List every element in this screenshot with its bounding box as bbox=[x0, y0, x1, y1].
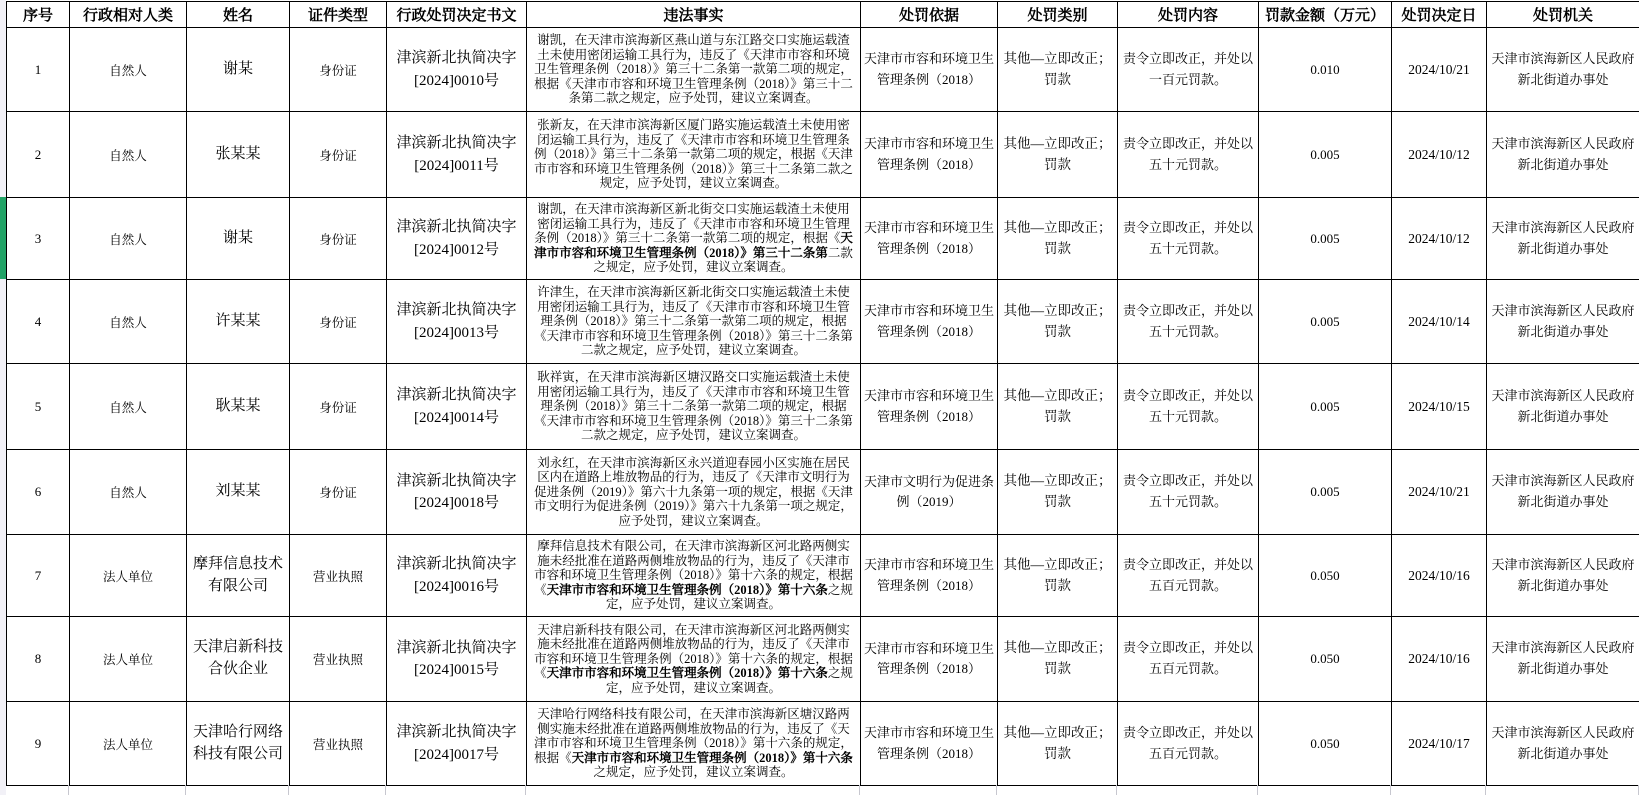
header-basis[interactable]: 处罚依据 bbox=[861, 2, 998, 28]
facts-text-segment: 天津哈行网络科技有限公司，在天津市滨海新区塘汉路两侧实施未经批准在道路两侧堆放物品的行为，违反了《天津市市容和环境卫生管理条例（2018）》第十六条的规定，根据《 bbox=[534, 707, 853, 765]
next-row-cell bbox=[186, 785, 289, 795]
header-content[interactable]: 处罚内容 bbox=[1118, 2, 1259, 28]
cell-amount[interactable]: 0.050 bbox=[1259, 535, 1392, 617]
cell-name[interactable]: 耿某某 bbox=[187, 364, 290, 450]
cell-index[interactable]: 1 bbox=[7, 28, 70, 112]
cell-category[interactable]: 其他—立即改正；罚款 bbox=[998, 364, 1118, 450]
cell-amount[interactable]: 0.050 bbox=[1259, 617, 1392, 702]
next-row-cell bbox=[69, 785, 186, 795]
cell-amount[interactable]: 0.050 bbox=[1259, 702, 1392, 786]
header-date[interactable]: 处罚决定日 bbox=[1392, 2, 1487, 28]
cell-category[interactable]: 其他—立即改正；罚款 bbox=[998, 280, 1118, 364]
cell-category[interactable]: 其他—立即改正；罚款 bbox=[998, 535, 1118, 617]
facts-text-segment: 天津市市容和环境卫生管理条例（2018）》第三十二条第 bbox=[534, 231, 853, 260]
cell-index[interactable]: 2 bbox=[7, 112, 70, 198]
cell-doc_no[interactable]: 津滨新北执简决字 [2024]0017号 bbox=[387, 702, 527, 786]
cell-index[interactable]: 8 bbox=[7, 617, 70, 702]
cell-content[interactable]: 责令立即改正，并处以五十元罚款。 bbox=[1118, 280, 1259, 364]
cell-category[interactable]: 其他—立即改正；罚款 bbox=[998, 112, 1118, 198]
cell-amount[interactable]: 0.005 bbox=[1259, 112, 1392, 198]
table-row bbox=[7, 617, 1639, 702]
penalty-table bbox=[6, 1, 1639, 786]
header-name[interactable]: 姓名 bbox=[187, 2, 290, 28]
cell-content[interactable]: 责令立即改正，并处以五十元罚款。 bbox=[1118, 112, 1259, 198]
next-row-cell bbox=[997, 785, 1117, 795]
cell-authority[interactable]: 天津市滨海新区人民政府新北街道办事处 bbox=[1487, 112, 1639, 198]
cell-basis[interactable]: 天津市市容和环境卫生管理条例（2018） bbox=[861, 198, 998, 280]
next-row-cell bbox=[289, 785, 386, 795]
cell-name[interactable]: 谢某 bbox=[187, 198, 290, 280]
next-row-cell bbox=[6, 785, 69, 795]
table-row bbox=[7, 364, 1639, 450]
cell-category[interactable]: 其他—立即改正；罚款 bbox=[998, 702, 1118, 786]
cell-basis[interactable]: 天津市市容和环境卫生管理条例（2018） bbox=[861, 280, 998, 364]
next-row-cell bbox=[526, 785, 860, 795]
cell-content[interactable]: 责令立即改正，并处以五百元罚款。 bbox=[1118, 535, 1259, 617]
header-category[interactable]: 处罚类别 bbox=[998, 2, 1118, 28]
header-party_type[interactable]: 行政相对人类 bbox=[70, 2, 187, 28]
facts-text-segment: 许津生，在天津市滨海新区新北街交口实施运载渣土未使用密闭运输工具行为，违反了《天津市市容和环境卫生管理条例（2018）》第三十二条第一款第二项的规定，根据《天津市市容和环境卫生管理条例（2018）》第三十二条第二款之规定，应予处罚，建议立案调查。 bbox=[534, 285, 853, 358]
cell-id_type[interactable]: 身份证 bbox=[290, 198, 387, 280]
cell-id_type[interactable]: 营业执照 bbox=[290, 535, 387, 617]
table-row bbox=[7, 702, 1639, 786]
cell-party_type[interactable]: 自然人 bbox=[70, 450, 187, 535]
cell-category[interactable]: 其他—立即改正；罚款 bbox=[998, 198, 1118, 280]
table-row bbox=[7, 535, 1639, 617]
header-index[interactable]: 序号 bbox=[7, 2, 70, 28]
cell-content[interactable]: 责令立即改正，并处以一百元罚款。 bbox=[1118, 28, 1259, 112]
cell-index[interactable]: 5 bbox=[7, 364, 70, 450]
cell-name[interactable]: 谢某 bbox=[187, 28, 290, 112]
cell-amount[interactable]: 0.005 bbox=[1259, 280, 1392, 364]
cell-amount[interactable]: 0.010 bbox=[1259, 28, 1392, 112]
cell-name[interactable]: 摩拜信息技术有限公司 bbox=[187, 535, 290, 617]
table-row bbox=[7, 112, 1639, 198]
table-row bbox=[7, 198, 1639, 280]
cell-doc_no[interactable]: 津滨新北执简决字 [2024]0012号 bbox=[387, 198, 527, 280]
cell-index[interactable]: 9 bbox=[7, 702, 70, 786]
cell-content[interactable]: 责令立即改正，并处以五百元罚款。 bbox=[1118, 702, 1259, 786]
cell-basis[interactable]: 天津市市容和环境卫生管理条例（2018） bbox=[861, 617, 998, 702]
cell-basis[interactable]: 天津市市容和环境卫生管理条例（2018） bbox=[861, 28, 998, 112]
next-row-cell bbox=[386, 785, 526, 795]
facts-text-segment: 二款之规定，应予处罚，建议立案调查。 bbox=[593, 245, 853, 275]
cell-doc_no[interactable]: 津滨新北执简决字 [2024]0013号 bbox=[387, 280, 527, 364]
cell-index[interactable]: 3 bbox=[7, 198, 70, 280]
cell-doc_no[interactable]: 津滨新北执简决字 [2024]0015号 bbox=[387, 617, 527, 702]
cell-doc_no[interactable]: 津滨新北执简决字 [2024]0014号 bbox=[387, 364, 527, 450]
cell-authority[interactable]: 天津市滨海新区人民政府新北街道办事处 bbox=[1487, 702, 1639, 786]
cell-amount[interactable]: 0.005 bbox=[1259, 364, 1392, 450]
cell-name[interactable]: 张某某 bbox=[187, 112, 290, 198]
cell-facts[interactable] bbox=[527, 28, 861, 112]
cell-party_type[interactable]: 法人单位 bbox=[70, 535, 187, 617]
cell-party_type[interactable]: 法人单位 bbox=[70, 617, 187, 702]
cell-facts[interactable] bbox=[527, 535, 861, 617]
next-row-cell bbox=[860, 785, 997, 795]
cell-id_type[interactable]: 身份证 bbox=[290, 112, 387, 198]
header-amount[interactable]: 罚款金额（万元） bbox=[1259, 2, 1392, 28]
cell-id_type[interactable]: 营业执照 bbox=[290, 702, 387, 786]
cell-doc_no[interactable]: 津滨新北执简决字 [2024]0016号 bbox=[387, 535, 527, 617]
header-doc_no[interactable]: 行政处罚决定书文 bbox=[387, 2, 527, 28]
cell-authority[interactable]: 天津市滨海新区人民政府新北街道办事处 bbox=[1487, 28, 1639, 112]
cell-category[interactable]: 其他—立即改正；罚款 bbox=[998, 28, 1118, 112]
cell-party_type[interactable]: 自然人 bbox=[70, 280, 187, 364]
cell-name[interactable]: 刘某某 bbox=[187, 450, 290, 535]
facts-text-segment: 之规定，应予处罚，建议立案调查。 bbox=[605, 582, 853, 612]
facts-text-segment: 张新友，在天津市滨海新区厦门路实施运载渣土未使用密闭运输工具行为，违反了《天津市市容和环境卫生管理条例（2018）》第三十二条第一款第二项的规定，根据《天津市市容和环境卫生管理条例（2018）》第三十二条第二款之规定，应予处罚，建议立案调查。 bbox=[534, 118, 853, 191]
cell-basis[interactable]: 天津市市容和环境卫生管理条例（2018） bbox=[861, 112, 998, 198]
cell-party_type[interactable]: 自然人 bbox=[70, 112, 187, 198]
cell-id_type[interactable]: 营业执照 bbox=[290, 617, 387, 702]
header-id_type[interactable]: 证件类型 bbox=[290, 2, 387, 28]
cell-facts[interactable] bbox=[527, 450, 861, 535]
facts-text-segment: 之规定，应予处罚，建议立案调查。 bbox=[605, 666, 853, 695]
cell-date[interactable]: 2024/10/16 bbox=[1392, 617, 1487, 702]
cell-name[interactable]: 许某某 bbox=[187, 280, 290, 364]
cell-name[interactable]: 天津哈行网络科技有限公司 bbox=[187, 702, 290, 786]
selected-row-indicator bbox=[0, 197, 6, 279]
cell-basis[interactable]: 天津市文明行为促进条例（2019） bbox=[861, 450, 998, 535]
header-facts[interactable]: 违法事实 bbox=[527, 2, 861, 28]
cell-party_type[interactable]: 自然人 bbox=[70, 364, 187, 450]
header-authority[interactable]: 处罚机关 bbox=[1487, 2, 1639, 28]
cell-date[interactable]: 2024/10/15 bbox=[1392, 364, 1487, 450]
cell-category[interactable]: 其他—立即改正；罚款 bbox=[998, 617, 1118, 702]
cell-authority[interactable]: 天津市滨海新区人民政府新北街道办事处 bbox=[1487, 450, 1639, 535]
cell-facts[interactable] bbox=[527, 280, 861, 364]
cell-id_type[interactable]: 身份证 bbox=[290, 450, 387, 535]
cell-doc_no[interactable]: 津滨新北执简决字 [2024]0018号 bbox=[387, 450, 527, 535]
cell-authority[interactable]: 天津市滨海新区人民政府新北街道办事处 bbox=[1487, 198, 1639, 280]
facts-text-segment: 天津市市容和环境卫生管理条例（2018）》第十六条 bbox=[546, 582, 828, 597]
cell-party_type[interactable]: 法人单位 bbox=[70, 702, 187, 786]
cell-date[interactable]: 2024/10/16 bbox=[1392, 535, 1487, 617]
cell-content[interactable]: 责令立即改正，并处以五百元罚款。 bbox=[1118, 617, 1259, 702]
cell-basis[interactable]: 天津市市容和环境卫生管理条例（2018） bbox=[861, 535, 998, 617]
cell-amount[interactable]: 0.005 bbox=[1259, 198, 1392, 280]
cell-facts[interactable] bbox=[527, 617, 861, 702]
partial-next-row bbox=[6, 785, 1639, 795]
cell-amount[interactable]: 0.005 bbox=[1259, 450, 1392, 535]
cell-doc_no[interactable]: 津滨新北执简决字 [2024]0010号 bbox=[387, 28, 527, 112]
cell-content[interactable]: 责令立即改正，并处以五十元罚款。 bbox=[1118, 198, 1259, 280]
cell-date[interactable]: 2024/10/12 bbox=[1392, 112, 1487, 198]
cell-authority[interactable]: 天津市滨海新区人民政府新北街道办事处 bbox=[1487, 364, 1639, 450]
facts-text-segment: 谢凯，在天津市滨海新区新北街交口实施运载渣土未使用密闭运输工具行为，违反了《天津市市容和环境卫生管理条例（2018）》第三十二条第一款第二项的规定，根据《 bbox=[534, 202, 850, 246]
cell-category[interactable]: 其他—立即改正；罚款 bbox=[998, 450, 1118, 535]
cell-facts[interactable] bbox=[527, 702, 861, 786]
cell-date[interactable]: 2024/10/14 bbox=[1392, 280, 1487, 364]
cell-date[interactable]: 2024/10/21 bbox=[1392, 450, 1487, 535]
cell-id_type[interactable]: 身份证 bbox=[290, 28, 387, 112]
cell-doc_no[interactable]: 津滨新北执简决字 [2024]0011号 bbox=[387, 112, 527, 198]
table-row bbox=[7, 450, 1639, 535]
cell-index[interactable]: 4 bbox=[7, 280, 70, 364]
facts-text-segment: 之规定，应予处罚，建议立案调查。 bbox=[593, 765, 794, 780]
facts-text-segment: 刘永红，在天津市滨海新区永兴道迎春园小区实施在居民区内在道路上堆放物品的行为，违反了《天津市文明行为促进条例（2019）》第六十九条第一项的规定，根据《天津市文明行为促进条例（2019）》第六十九条第一项之规定，应予处罚，建议立案调查。 bbox=[534, 455, 853, 528]
facts-text-segment: 摩拜信息技术有限公司，在天津市滨海新区河北路两侧实施未经批准在道路两侧堆放物品的行为，违反了《天津市市容和环境卫生管理条例（2018）》第十六条的规定，根据《 bbox=[534, 539, 853, 597]
cell-facts[interactable] bbox=[527, 198, 861, 280]
cell-index[interactable]: 7 bbox=[7, 535, 70, 617]
cell-basis[interactable]: 天津市市容和环境卫生管理条例（2018） bbox=[861, 364, 998, 450]
cell-index[interactable]: 6 bbox=[7, 450, 70, 535]
cell-date[interactable]: 2024/10/12 bbox=[1392, 198, 1487, 280]
cell-facts[interactable] bbox=[527, 112, 861, 198]
next-row-cell bbox=[1258, 785, 1391, 795]
facts-text-segment: 天津市市容和环境卫生管理条例（2018）》第十六条 bbox=[571, 750, 853, 765]
cell-date[interactable]: 2024/10/17 bbox=[1392, 702, 1487, 786]
cell-id_type[interactable]: 身份证 bbox=[290, 364, 387, 450]
cell-date[interactable]: 2024/10/21 bbox=[1392, 28, 1487, 112]
next-row-cell bbox=[1117, 785, 1258, 795]
table-row bbox=[7, 280, 1639, 364]
cell-basis[interactable]: 天津市市容和环境卫生管理条例（2018） bbox=[861, 702, 998, 786]
cell-id_type[interactable]: 身份证 bbox=[290, 280, 387, 364]
next-row-cell bbox=[1486, 785, 1639, 795]
cell-authority[interactable]: 天津市滨海新区人民政府新北街道办事处 bbox=[1487, 535, 1639, 617]
facts-text-segment: 谢凯，在天津市滨海新区燕山道与东江路交口实施运载渣土未使用密闭运输工具行为，违反了《天津市市容和环境卫生管理条例（2018）》第三十二条第一款第二项的规定，根据《天津市市容和环境卫生管理条例（2018）》第三十二条第二款之规定，应予处罚，建议立案调查。 bbox=[534, 33, 853, 106]
cell-facts[interactable] bbox=[527, 364, 861, 450]
facts-text-segment: 天津市市容和环境卫生管理条例（2018）》第十六条 bbox=[546, 666, 828, 681]
cell-party_type[interactable]: 自然人 bbox=[70, 28, 187, 112]
cell-party_type[interactable]: 自然人 bbox=[70, 198, 187, 280]
cell-authority[interactable]: 天津市滨海新区人民政府新北街道办事处 bbox=[1487, 617, 1639, 702]
cell-name[interactable]: 天津启新科技合伙企业 bbox=[187, 617, 290, 702]
cell-authority[interactable]: 天津市滨海新区人民政府新北街道办事处 bbox=[1487, 280, 1639, 364]
cell-content[interactable]: 责令立即改正，并处以五十元罚款。 bbox=[1118, 450, 1259, 535]
facts-text-segment: 天津启新科技有限公司，在天津市滨海新区河北路两侧实施未经批准在道路两侧堆放物品的行为，违反了《天津市市容和环境卫生管理条例（2018）》第十六条的规定，根据《 bbox=[534, 622, 853, 681]
next-row-cell bbox=[1391, 785, 1486, 795]
cell-content[interactable]: 责令立即改正，并处以五十元罚款。 bbox=[1118, 364, 1259, 450]
facts-text-segment: 耿祥寅，在天津市滨海新区塘汉路交口实施运载渣土未使用密闭运输工具行为，违反了《天津市市容和环境卫生管理条例（2018）》第三十二条第一款第二项的规定，根据《天津市市容和环境卫生管理条例（2018）》第三十二条第二款之规定，应予处罚，建议立案调查。 bbox=[534, 370, 853, 443]
table-row bbox=[7, 28, 1639, 112]
